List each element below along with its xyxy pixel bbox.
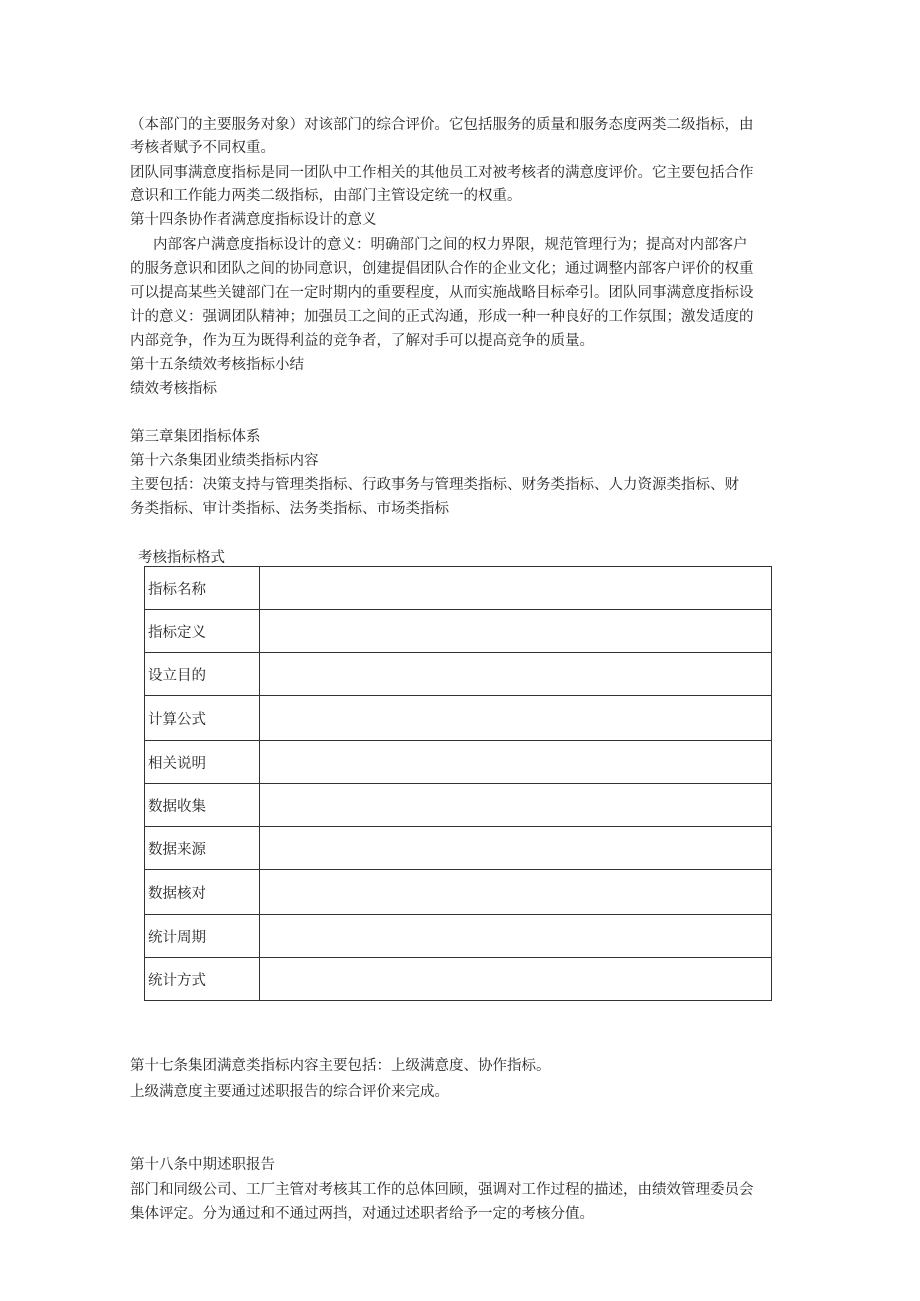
row-value <box>260 870 772 915</box>
table-row <box>145 696 772 741</box>
table-row <box>145 653 772 696</box>
row-value <box>260 958 772 1001</box>
paragraph-line: 考核者赋予不同权重。 <box>130 140 275 156</box>
row-value <box>260 741 772 784</box>
paragraph-line: 集体评定。分为通过和不通过两挡，对通过述职者给予一定的考核分值。 <box>130 1206 594 1222</box>
row-label: 指标名称 <box>145 567 260 610</box>
row-value <box>260 784 772 827</box>
section-heading: 第十六条集团业绩类指标内容 <box>130 453 319 469</box>
paragraph-line: 主要包括：决策支持与管理类指标、行政事务与管理类指标、财务类指标、人力资源类指标、财 <box>130 477 739 493</box>
row-value <box>260 610 772 653</box>
row-label: 计算公式 <box>145 696 260 741</box>
section-heading: 第十四条协作者满意度指标设计的意义 <box>130 212 377 228</box>
paragraph-line: 意识和工作能力两类二级指标，由部门主管设定统一的权重。 <box>130 188 522 204</box>
table-row <box>145 827 772 870</box>
table-row <box>145 784 772 827</box>
paragraph-line: 绩效考核指标 <box>130 381 217 397</box>
table-row <box>145 870 772 915</box>
table-caption: 考核指标格式 <box>138 550 225 566</box>
paragraph-line: 可以提高某些关键部门在一定时期内的重要程度，从而实施战略目标牵引。团队同事满意度指标设 <box>130 285 754 301</box>
row-value <box>260 915 772 958</box>
section-heading: 第十八条中期述职报告 <box>130 1157 275 1173</box>
paragraph-line: 计的意义：强调团队精神；加强员工之间的正式沟通，形成一种一种良好的工作氛围；激发适度的 <box>130 309 754 325</box>
paragraph-line: 团队同事满意度指标是同一团队中工作相关的其他员工对被考核者的满意度评价。它主要包括合作 <box>130 165 754 181</box>
table-row <box>145 915 772 958</box>
paragraph-line: 部门和同级公司、工厂主管对考核其工作的总体回顾，强调对工作过程的描述，由绩效管理委员会 <box>130 1182 754 1198</box>
paragraph-line: 务类指标、审计类指标、法务类指标、市场类指标 <box>130 501 449 517</box>
paragraph-line: 内部客户满意度指标设计的意义：明确部门之间的权力界限，规范管理行为；提高对内部客户 <box>153 237 748 253</box>
table-row <box>145 958 772 1001</box>
row-label: 数据来源 <box>145 827 260 870</box>
row-label: 统计周期 <box>145 915 260 958</box>
row-label: 指标定义 <box>145 610 260 653</box>
paragraph-line: （本部门的主要服务对象）对该部门的综合评价。它包括服务的质量和服务态度两类二级指标，由 <box>130 117 754 133</box>
row-label: 统计方式 <box>145 958 260 1001</box>
paragraph-line: 内部竞争，作为互为既得利益的竞争者，了解对手可以提高竞争的质量。 <box>130 333 594 349</box>
chapter-heading: 第三章集团指标体系 <box>130 429 261 445</box>
table-row <box>145 610 772 653</box>
row-label: 设立目的 <box>145 653 260 696</box>
row-value <box>260 696 772 741</box>
paragraph-line: 的服务意识和团队之间的协同意识，创建提倡团队合作的企业文化；通过调整内部客户评价的权重 <box>130 261 754 277</box>
row-value <box>260 567 772 610</box>
paragraph-line: 上级满意度主要通过述职报告的综合评价来完成。 <box>130 1084 449 1100</box>
row-value <box>260 827 772 870</box>
row-value <box>260 653 772 696</box>
section-heading: 第十五条绩效考核指标小结 <box>130 357 304 373</box>
table-row <box>145 567 772 610</box>
table-row <box>145 741 772 784</box>
row-label: 数据核对 <box>145 870 260 915</box>
indicator-format-table <box>144 566 772 1001</box>
row-label: 相关说明 <box>145 741 260 784</box>
section-heading: 第十七条集团满意类指标内容主要包括：上级满意度、协作指标。 <box>130 1058 551 1074</box>
row-label: 数据收集 <box>145 784 260 827</box>
